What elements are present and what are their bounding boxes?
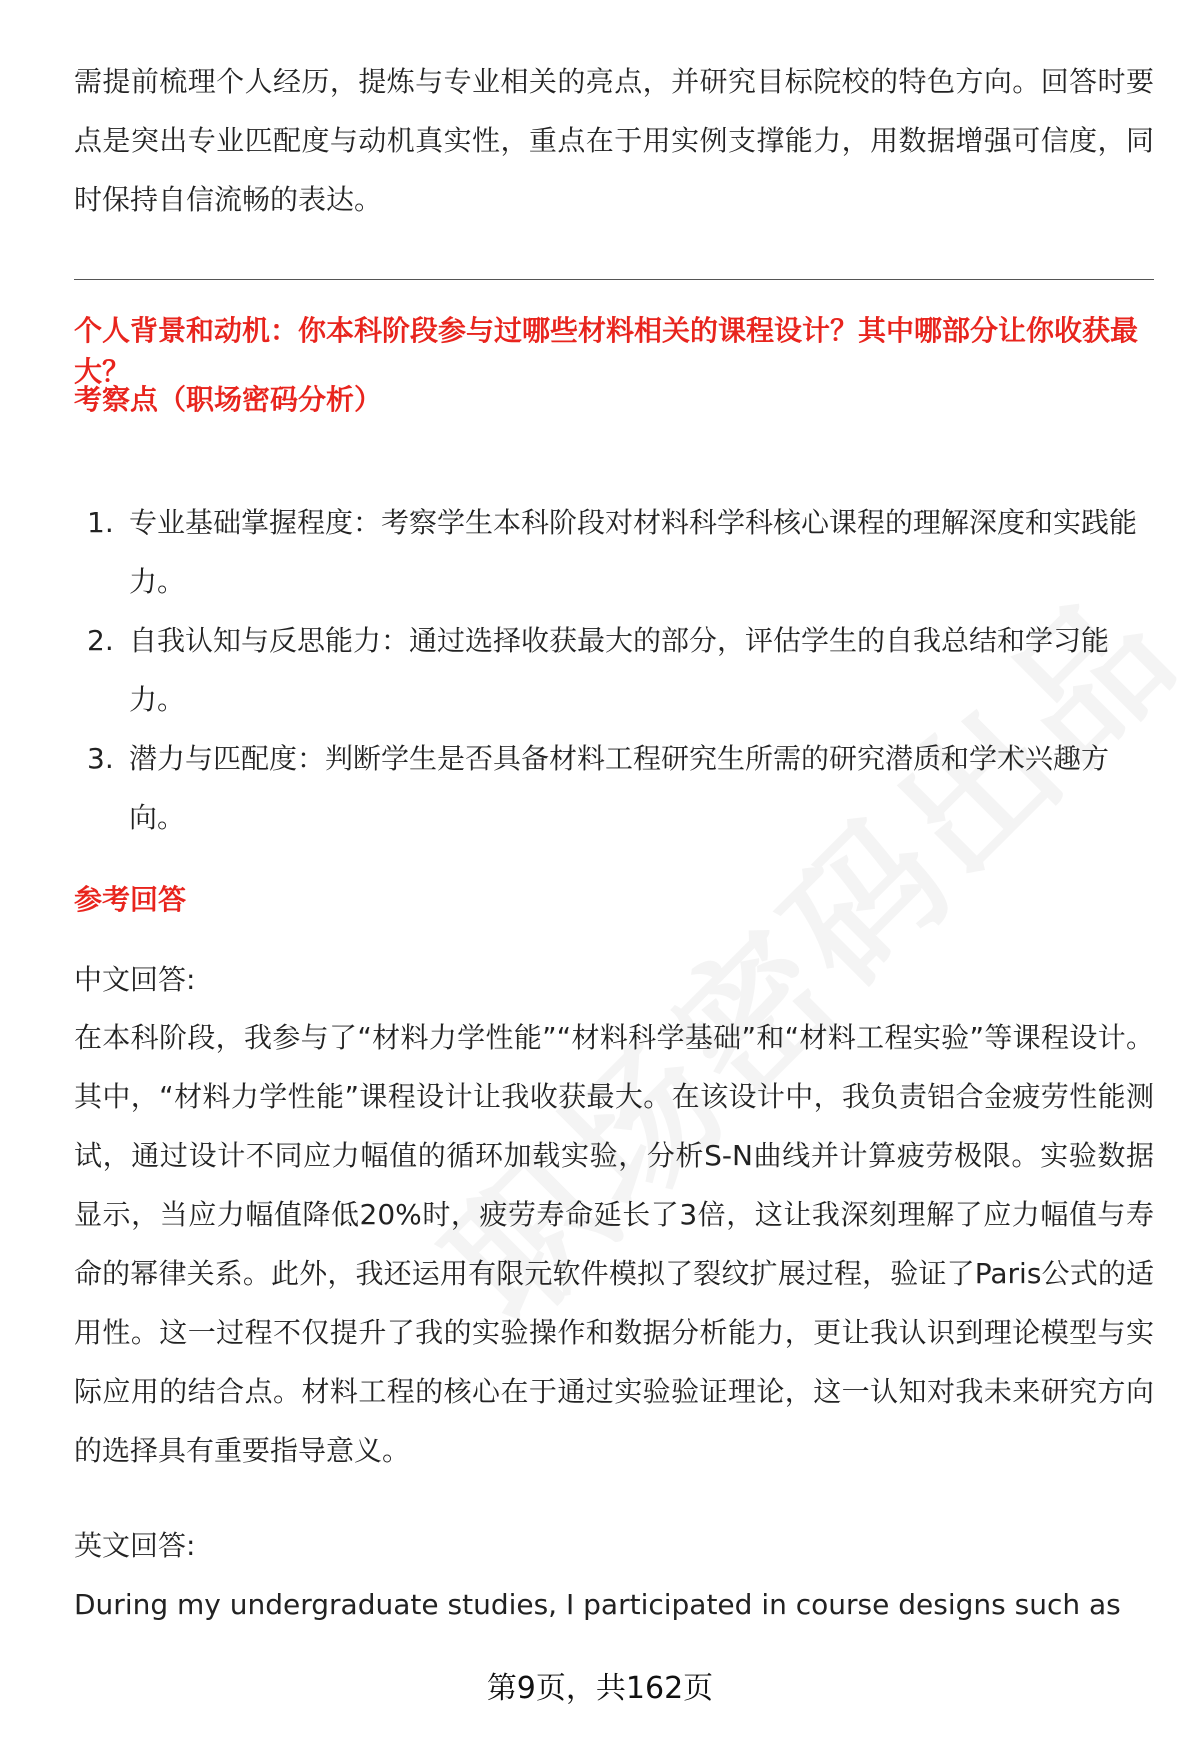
english-answer-text: During my undergraduate studies, I participated in course designs such as xyxy=(74,1588,1121,1621)
list-item-text: 潜力与匹配度：判断学生是否具备材料工程研究生所需的研究潜质和学术兴趣方向。 xyxy=(129,742,1110,834)
assessment-point xyxy=(74,611,1154,729)
assessment-point xyxy=(74,493,1154,611)
chinese-answer-text: 在本科阶段，我参与了“材料力学性能”“材料科学基础”和“材料工程实验”等课程设计。其中，“材料力学性能”课程设计让我收获最大。在该设计中，我负责铝合金疲劳性能测试，通过设计不同应力幅值的循环加载实验，分析S-N曲线并计算疲劳极限。实验数据显示，当应力幅值降低20%时，疲劳寿命延长了3倍，这让我深刻理解了应力幅值与寿命的幂律关系。此外，我还运用有限元软件模拟了裂纹扩展过程，验证了Paris公式的适用性。这一过程不仅提升了我的实验操作和数据分析能力，更让我认识到理论模型与实际应用的结合点。材料工程的核心在于通过实验验证理论，这一认知对我未来研究方向的选择具有重要指导意义。 xyxy=(74,1021,1154,1467)
chinese-answer-label: 中文回答: xyxy=(74,963,196,996)
list-item-text: 专业基础掌握程度：考察学生本科阶段对材料科学科核心课程的理解深度和实践能力。 xyxy=(129,506,1138,598)
page-number-footer: 第9页，共162页 xyxy=(486,1671,714,1706)
intro-paragraph: 需提前梳理个人经历，提炼与专业相关的亮点，并研究目标院校的特色方向。回答时要点是突出专业匹配度与动机真实性，重点在于用实例支撑能力，用数据增强可信度，同时保持自信流畅的表达。 xyxy=(74,65,1154,216)
assessment-heading: 考察点（职场密码分析） xyxy=(74,383,383,416)
assessment-points-list xyxy=(74,493,1154,847)
list-item-text: 自我认知与反思能力：通过选择收获最大的部分，评估学生的自我总结和学习能力。 xyxy=(129,624,1110,716)
list-number: 3. xyxy=(87,742,114,775)
section-divider xyxy=(74,279,1154,280)
list-number: 1. xyxy=(87,506,114,539)
list-number: 2. xyxy=(87,624,114,657)
english-answer-label: 英文回答: xyxy=(74,1529,196,1562)
reference-answer-heading: 参考回答 xyxy=(74,883,187,916)
assessment-point xyxy=(74,729,1154,847)
question-heading: 个人背景和动机：你本科阶段参与过哪些材料相关的课程设计？其中哪部分让你收获最大？ xyxy=(74,314,1139,388)
